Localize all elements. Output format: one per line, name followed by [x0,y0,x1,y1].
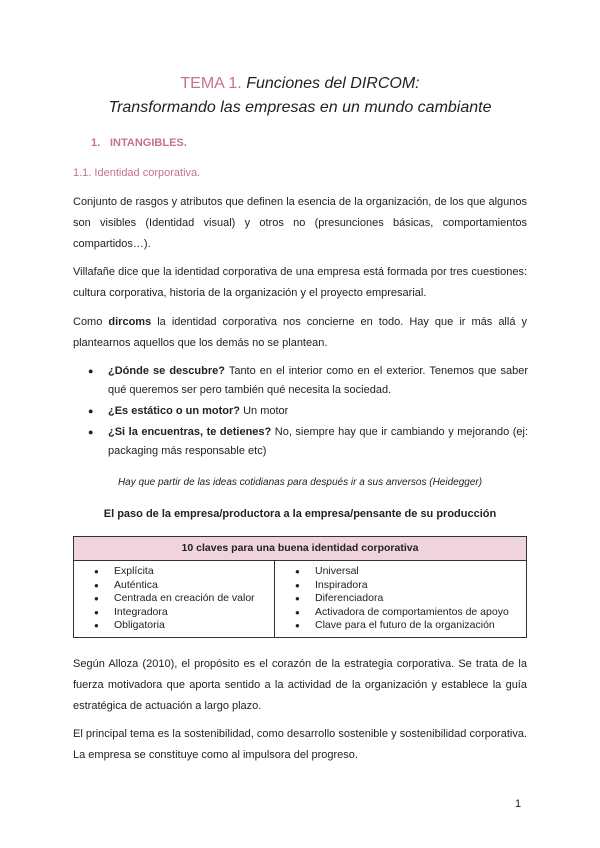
question-answer: Un motor [240,405,289,417]
bullet-icon: ● [94,567,99,576]
table-list-item [295,606,526,620]
paragraph-dircoms-bold: dircoms [108,316,152,328]
paragraph-alloza: Según Alloza (2010), el propósito es el corazón de la estrategia corporativa. Se trata de la fuerza motivadora que aporta sentido a la actividad de la organización y establece la guía estratégica de actuación a largo plazo. [73,658,527,712]
bullet-icon: ● [94,580,99,590]
title-tema: TEMA 1. [180,75,242,92]
document-subtitle: Transformando las empresas en un mundo cambiante [108,99,492,116]
bullet-icon: ● [94,621,99,630]
list-item [88,423,528,461]
paragraph-dircoms-pre: Como [73,316,109,328]
page-number: 1 [515,798,522,810]
table-item-label: Diferenciadora [315,592,384,604]
table-item-label: Centrada en creación de valor [114,592,255,604]
bullet-icon: ● [295,594,300,603]
table-list-item [295,565,526,579]
table-list-item [295,619,526,633]
table-item-label: Obligatoria [114,619,165,631]
title-subject: Funciones del DIRCOM: [246,75,420,92]
keys-table-left-column [74,561,275,637]
paragraph-definition: Conjunto de rasgos y atributos que definen la esencia de la organización, de los que algunos son visibles (Identidad visual) y otros no (presunciones básicas, comportamientos compartidos…). [73,196,527,250]
table-list-item [94,606,274,620]
keys-table-right-column [275,561,526,637]
paragraph-dircoms-post: la identidad corporativa nos concierne en todo. Hay que ir más allá y plantearnos aquellos que los demás no se plantean. [73,316,527,349]
table-item-label: Integradora [114,605,168,618]
bullet-icon: ● [88,366,94,376]
bullet-icon: ● [94,607,99,617]
subsection-heading: 1.1. Identidad corporativa. [73,167,201,179]
question-bold: ¿Dónde se descubre? [108,365,225,377]
bullet-icon: ● [295,580,300,590]
table-item-label: Explícita [114,565,154,577]
heidegger-quote: Hay que partir de las ideas cotidianas para después ir a sus anversos (Heidegger) [117,477,483,488]
question-answer: No, siempre hay que ir cambiando y mejorando (ej: packaging más responsable etc) [108,426,528,457]
document-title [0,74,600,94]
section-number: 1. [91,137,101,149]
table-list-item [295,579,526,593]
question-bold: ¿Si la encuentras, te detienes? [108,426,272,438]
table-intro-heading: El paso de la empresa/productora a la empresa/pensante de su producción [103,508,497,520]
questions-list [88,362,528,463]
table-list-item [94,579,274,593]
table-item-label: Inspiradora [315,578,368,591]
list-item [88,362,528,400]
bullet-icon: ● [88,406,94,416]
bullet-icon: ● [295,621,300,630]
list-item [88,402,528,421]
section-title: INTANGIBLES. [110,137,187,149]
table-item-label: Universal [315,565,359,577]
paragraph-dircoms [73,312,527,354]
bullet-icon: ● [295,607,300,617]
section-heading [91,136,187,150]
paragraph-villafane: Villafañe dice que la identidad corporativa de una empresa está formada por tres cuestiones: cultura corporativa, historia de la organización y el proyecto empresarial. [73,266,527,299]
table-list-item [94,592,274,606]
table-item-label: Clave para el futuro de la organización [315,619,495,631]
paragraph-sostenibilidad: El principal tema es la sostenibilidad, como desarrollo sostenible y sostenibilidad corporativa. La empresa se constituye como al impulsora del progreso. [73,728,527,761]
bullet-icon: ● [295,567,300,576]
table-list-item [295,592,526,606]
table-list-item [94,619,274,633]
question-bold: ¿Es estático o un motor? [108,405,241,417]
table-item-label: Activadora de comportamientos de apoyo [315,605,509,618]
bullet-icon: ● [94,594,99,603]
table-list-item [94,565,274,579]
question-answer: Tanto en el interior como en el exterior. Tenemos que saber qué queremos ser pero también qué necesita la sociedad. [108,365,528,396]
table-item-label: Auténtica [114,578,158,591]
bullet-icon: ● [88,427,94,437]
keys-table-header: 10 claves para una buena identidad corporativa [74,537,526,561]
keys-table [73,536,527,638]
